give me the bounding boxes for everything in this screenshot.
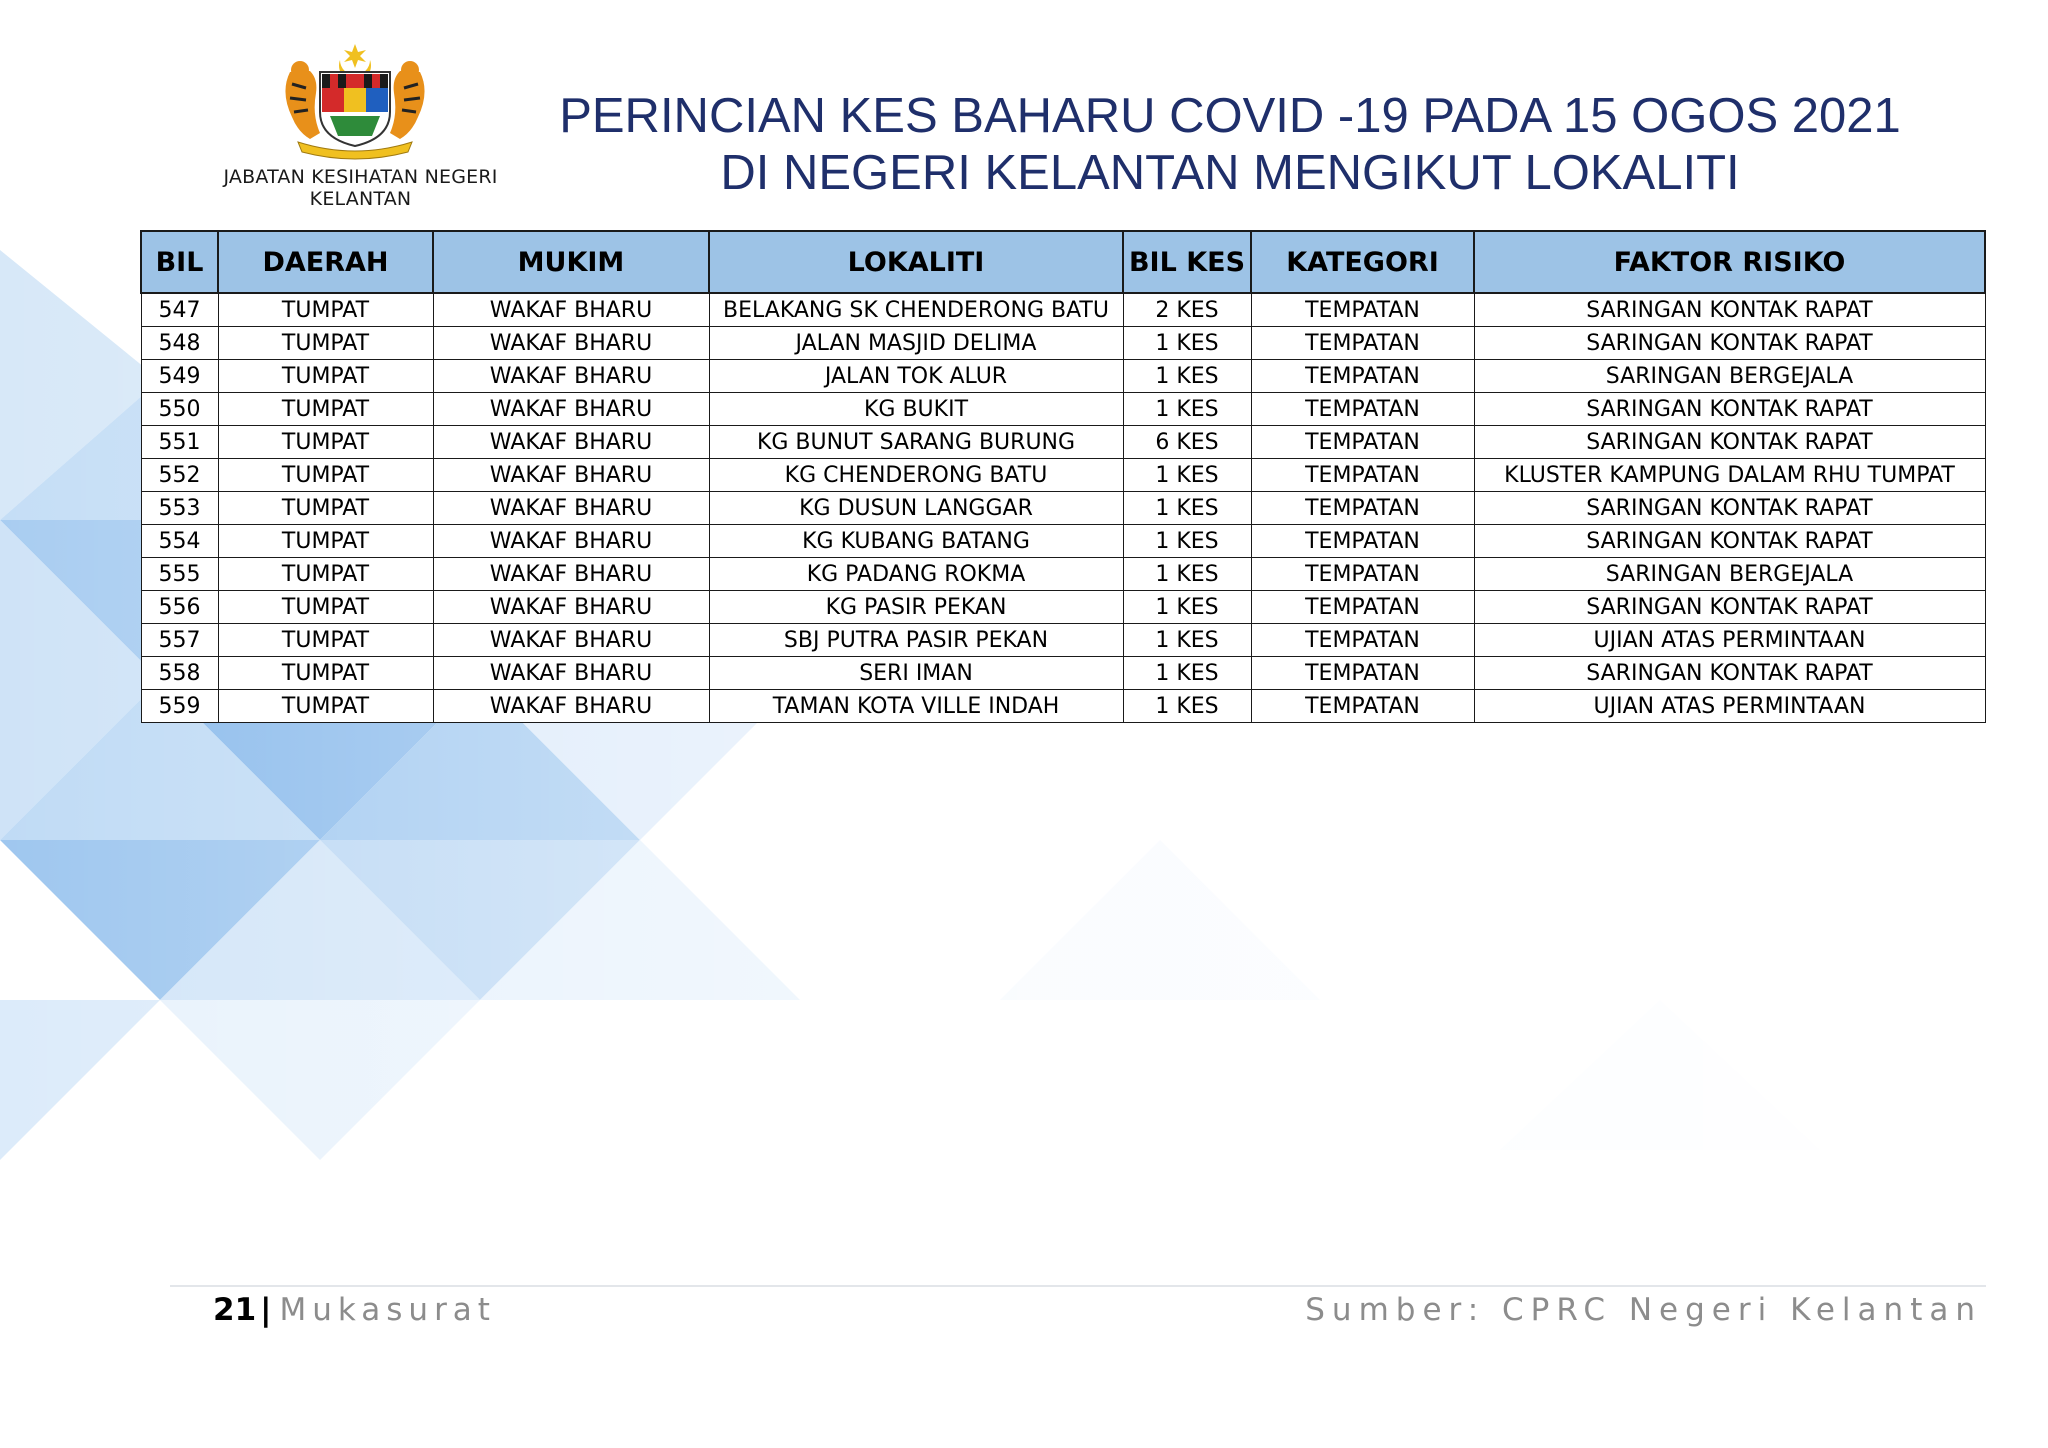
cell-bil: 558 (141, 657, 218, 690)
cell-kategori: TEMPATAN (1251, 525, 1474, 558)
cell-mukim: WAKAF BHARU (433, 327, 709, 360)
cell-kategori: TEMPATAN (1251, 558, 1474, 591)
table-row (141, 426, 1985, 459)
cell-lokaliti: SERI IMAN (709, 657, 1123, 690)
department-name: JABATAN KESIHATAN NEGERI KELANTAN (223, 166, 498, 210)
cell-bil: 556 (141, 591, 218, 624)
table-header-row (141, 231, 1985, 293)
table-row (141, 327, 1985, 360)
cell-kategori: TEMPATAN (1251, 293, 1474, 327)
column-header-bil-kes: BIL KES (1123, 231, 1251, 293)
cell-bil: 551 (141, 426, 218, 459)
cell-kategori: TEMPATAN (1251, 360, 1474, 393)
footer-page (213, 1292, 496, 1328)
cell-lokaliti: KG BUKIT (709, 393, 1123, 426)
cell-mukim: WAKAF BHARU (433, 624, 709, 657)
table-row (141, 360, 1985, 393)
cell-kategori: TEMPATAN (1251, 327, 1474, 360)
table-row (141, 591, 1985, 624)
cell-bil: 547 (141, 293, 218, 327)
cell-lokaliti: KG PASIR PEKAN (709, 591, 1123, 624)
cell-lokaliti: KG CHENDERONG BATU (709, 459, 1123, 492)
cell-bil-kes: 1 KES (1123, 459, 1251, 492)
cell-faktor-risiko: SARINGAN KONTAK RAPAT (1474, 591, 1985, 624)
cell-faktor-risiko: KLUSTER KAMPUNG DALAM RHU TUMPAT (1474, 459, 1985, 492)
table-row (141, 492, 1985, 525)
cell-faktor-risiko: UJIAN ATAS PERMINTAAN (1474, 690, 1985, 723)
footer-divider (170, 1285, 1986, 1287)
cell-kategori: TEMPATAN (1251, 624, 1474, 657)
cell-lokaliti: JALAN TOK ALUR (709, 360, 1123, 393)
cell-mukim: WAKAF BHARU (433, 558, 709, 591)
cell-kategori: TEMPATAN (1251, 591, 1474, 624)
cell-mukim: WAKAF BHARU (433, 657, 709, 690)
cell-faktor-risiko: SARINGAN KONTAK RAPAT (1474, 426, 1985, 459)
cell-daerah: TUMPAT (218, 393, 433, 426)
cell-daerah: TUMPAT (218, 624, 433, 657)
table-row (141, 558, 1985, 591)
cell-daerah: TUMPAT (218, 293, 433, 327)
table-row (141, 624, 1985, 657)
cell-lokaliti: KG DUSUN LANGGAR (709, 492, 1123, 525)
cell-bil: 552 (141, 459, 218, 492)
cell-faktor-risiko: UJIAN ATAS PERMINTAAN (1474, 624, 1985, 657)
cell-lokaliti: SBJ PUTRA PASIR PEKAN (709, 624, 1123, 657)
cell-kategori: TEMPATAN (1251, 657, 1474, 690)
cell-faktor-risiko: SARINGAN KONTAK RAPAT (1474, 657, 1985, 690)
cell-bil: 555 (141, 558, 218, 591)
cell-faktor-risiko: SARINGAN KONTAK RAPAT (1474, 492, 1985, 525)
cell-bil-kes: 1 KES (1123, 657, 1251, 690)
cell-daerah: TUMPAT (218, 459, 433, 492)
table-row (141, 459, 1985, 492)
cell-daerah: TUMPAT (218, 657, 433, 690)
cell-bil-kes: 2 KES (1123, 293, 1251, 327)
cell-faktor-risiko: SARINGAN BERGEJALA (1474, 558, 1985, 591)
cell-daerah: TUMPAT (218, 525, 433, 558)
cell-mukim: WAKAF BHARU (433, 591, 709, 624)
cell-faktor-risiko: SARINGAN KONTAK RAPAT (1474, 393, 1985, 426)
table-row (141, 657, 1985, 690)
cell-kategori: TEMPATAN (1251, 690, 1474, 723)
cell-lokaliti: BELAKANG SK CHENDERONG BATU (709, 293, 1123, 327)
cell-bil: 553 (141, 492, 218, 525)
cell-bil: 550 (141, 393, 218, 426)
title-line-1: PERINCIAN KES BAHARU COVID -19 PADA 15 OGOS 2021 (559, 89, 1901, 143)
cell-kategori: TEMPATAN (1251, 492, 1474, 525)
page-separator: | (260, 1292, 272, 1328)
table-row (141, 293, 1985, 327)
column-header-mukim: MUKIM (433, 231, 709, 293)
cell-faktor-risiko: SARINGAN BERGEJALA (1474, 360, 1985, 393)
page-word: Mukasurat (279, 1292, 496, 1328)
cell-bil-kes: 6 KES (1123, 426, 1251, 459)
cell-bil-kes: 1 KES (1123, 558, 1251, 591)
cell-bil: 554 (141, 525, 218, 558)
malaysia-coat-of-arms-icon (270, 42, 440, 160)
cell-lokaliti: KG PADANG ROKMA (709, 558, 1123, 591)
cell-daerah: TUMPAT (218, 327, 433, 360)
cell-bil-kes: 1 KES (1123, 591, 1251, 624)
cell-daerah: TUMPAT (218, 360, 433, 393)
cases-table (140, 230, 1986, 723)
cell-bil-kes: 1 KES (1123, 525, 1251, 558)
column-header-daerah: DAERAH (218, 231, 433, 293)
cell-lokaliti: KG BUNUT SARANG BURUNG (709, 426, 1123, 459)
table-row (141, 393, 1985, 426)
cell-mukim: WAKAF BHARU (433, 492, 709, 525)
cell-faktor-risiko: SARINGAN KONTAK RAPAT (1474, 327, 1985, 360)
cell-mukim: WAKAF BHARU (433, 426, 709, 459)
cell-bil-kes: 1 KES (1123, 690, 1251, 723)
table-row (141, 525, 1985, 558)
cell-daerah: TUMPAT (218, 558, 433, 591)
cell-daerah: TUMPAT (218, 426, 433, 459)
title-line-2: DI NEGERI KELANTAN MENGIKUT LOKALITI (720, 146, 1740, 200)
cell-mukim: WAKAF BHARU (433, 525, 709, 558)
source-note: Sumber: CPRC Negeri Kelantan (1305, 1292, 1982, 1328)
table-row (141, 690, 1985, 723)
cell-lokaliti: JALAN MASJID DELIMA (709, 327, 1123, 360)
cell-kategori: TEMPATAN (1251, 426, 1474, 459)
cell-bil: 557 (141, 624, 218, 657)
cell-faktor-risiko: SARINGAN KONTAK RAPAT (1474, 525, 1985, 558)
cell-bil-kes: 1 KES (1123, 327, 1251, 360)
cell-bil-kes: 1 KES (1123, 492, 1251, 525)
cell-kategori: TEMPATAN (1251, 459, 1474, 492)
cell-bil-kes: 1 KES (1123, 360, 1251, 393)
column-header-lokaliti: LOKALITI (709, 231, 1123, 293)
cell-mukim: WAKAF BHARU (433, 393, 709, 426)
cell-bil: 548 (141, 327, 218, 360)
table-body (141, 293, 1985, 723)
page-title (520, 88, 1940, 202)
page-number: 21 (213, 1292, 257, 1328)
cell-kategori: TEMPATAN (1251, 393, 1474, 426)
column-header-kategori: KATEGORI (1251, 231, 1474, 293)
cell-daerah: TUMPAT (218, 492, 433, 525)
cell-daerah: TUMPAT (218, 591, 433, 624)
cell-bil: 559 (141, 690, 218, 723)
cell-mukim: WAKAF BHARU (433, 690, 709, 723)
cell-bil-kes: 1 KES (1123, 393, 1251, 426)
cell-daerah: TUMPAT (218, 690, 433, 723)
cell-lokaliti: KG KUBANG BATANG (709, 525, 1123, 558)
cell-lokaliti: TAMAN KOTA VILLE INDAH (709, 690, 1123, 723)
column-header-bil: BIL (141, 231, 218, 293)
cell-faktor-risiko: SARINGAN KONTAK RAPAT (1474, 293, 1985, 327)
cell-bil: 549 (141, 360, 218, 393)
column-header-faktor-risiko: FAKTOR RISIKO (1474, 231, 1985, 293)
cell-mukim: WAKAF BHARU (433, 293, 709, 327)
cell-mukim: WAKAF BHARU (433, 459, 709, 492)
cell-bil-kes: 1 KES (1123, 624, 1251, 657)
cell-mukim: WAKAF BHARU (433, 360, 709, 393)
